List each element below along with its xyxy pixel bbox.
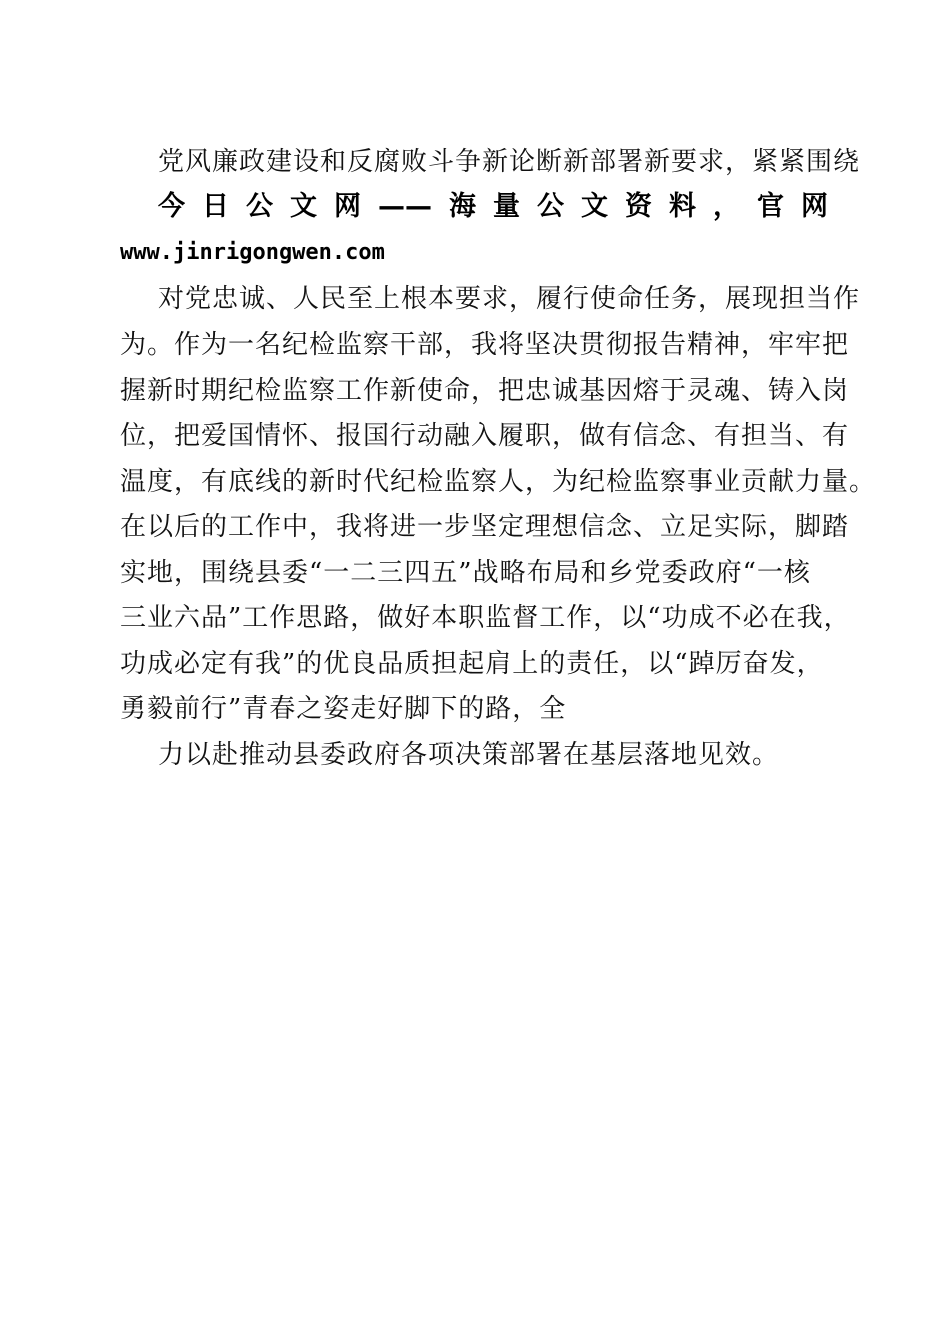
paragraph-line: 位，把爱国情怀、报国行动融入履职，做有信念、有担当、有 [120, 421, 850, 451]
watermark-char: 海 [449, 191, 476, 222]
watermark-url: www.jinrigongwen.com [120, 240, 385, 265]
paragraph-line: 三业六品”工作思路，做好本职监督工作，以“功成不必在我， [120, 603, 851, 633]
watermark-char: 文 [290, 191, 317, 222]
watermark-char: 公 [537, 191, 564, 222]
watermark-char: 文 [581, 191, 608, 222]
watermark-dash: —— [378, 191, 432, 222]
paragraph-line: 握新时期纪检监察工作新使命，把忠诚基因熔于灵魂、铸入岗 [120, 376, 850, 406]
watermark-char: 料 [669, 191, 696, 222]
paragraph-line: 实地，围绕县委“一二三四五”战略布局和乡党委政府“一核 [120, 558, 811, 588]
paragraph-line: 党风廉政建设和反腐败斗争新论断新部署新要求，紧紧围绕 [158, 147, 861, 177]
watermark-char: 量 [493, 191, 520, 222]
paragraph-line: 勇毅前行”青春之姿走好脚下的路，全 [120, 694, 567, 724]
paragraph-line: 温度，有底线的新时代纪检监察人，为纪检监察事业贡献力量。 [120, 467, 877, 497]
watermark-char: 网 [801, 191, 828, 222]
watermark-char: ， [713, 191, 740, 222]
watermark-char: 资 [625, 191, 652, 222]
paragraph-line: 功成必定有我”的优良品质担起肩上的责任，以“踔厉奋发， [120, 649, 824, 679]
watermark-char: 日 [202, 191, 229, 222]
watermark-banner [158, 190, 828, 224]
watermark-char: 公 [246, 191, 273, 222]
paragraph-line: 为。作为一名纪检监察干部，我将坚决贯彻报告精神，牢牢把 [120, 330, 850, 360]
watermark-char: 官 [757, 191, 784, 222]
paragraph-line: 力以赴推动县委政府各项决策部署在基层落地见效。 [158, 740, 780, 770]
paragraph-line: 在以后的工作中，我将进一步坚定理想信念、立足实际，脚踏 [120, 512, 850, 542]
paragraph-line: 对党忠诚、人民至上根本要求，履行使命任务，展现担当作 [158, 284, 861, 314]
watermark-char: 网 [334, 191, 361, 222]
watermark-char: 今 [158, 191, 185, 222]
